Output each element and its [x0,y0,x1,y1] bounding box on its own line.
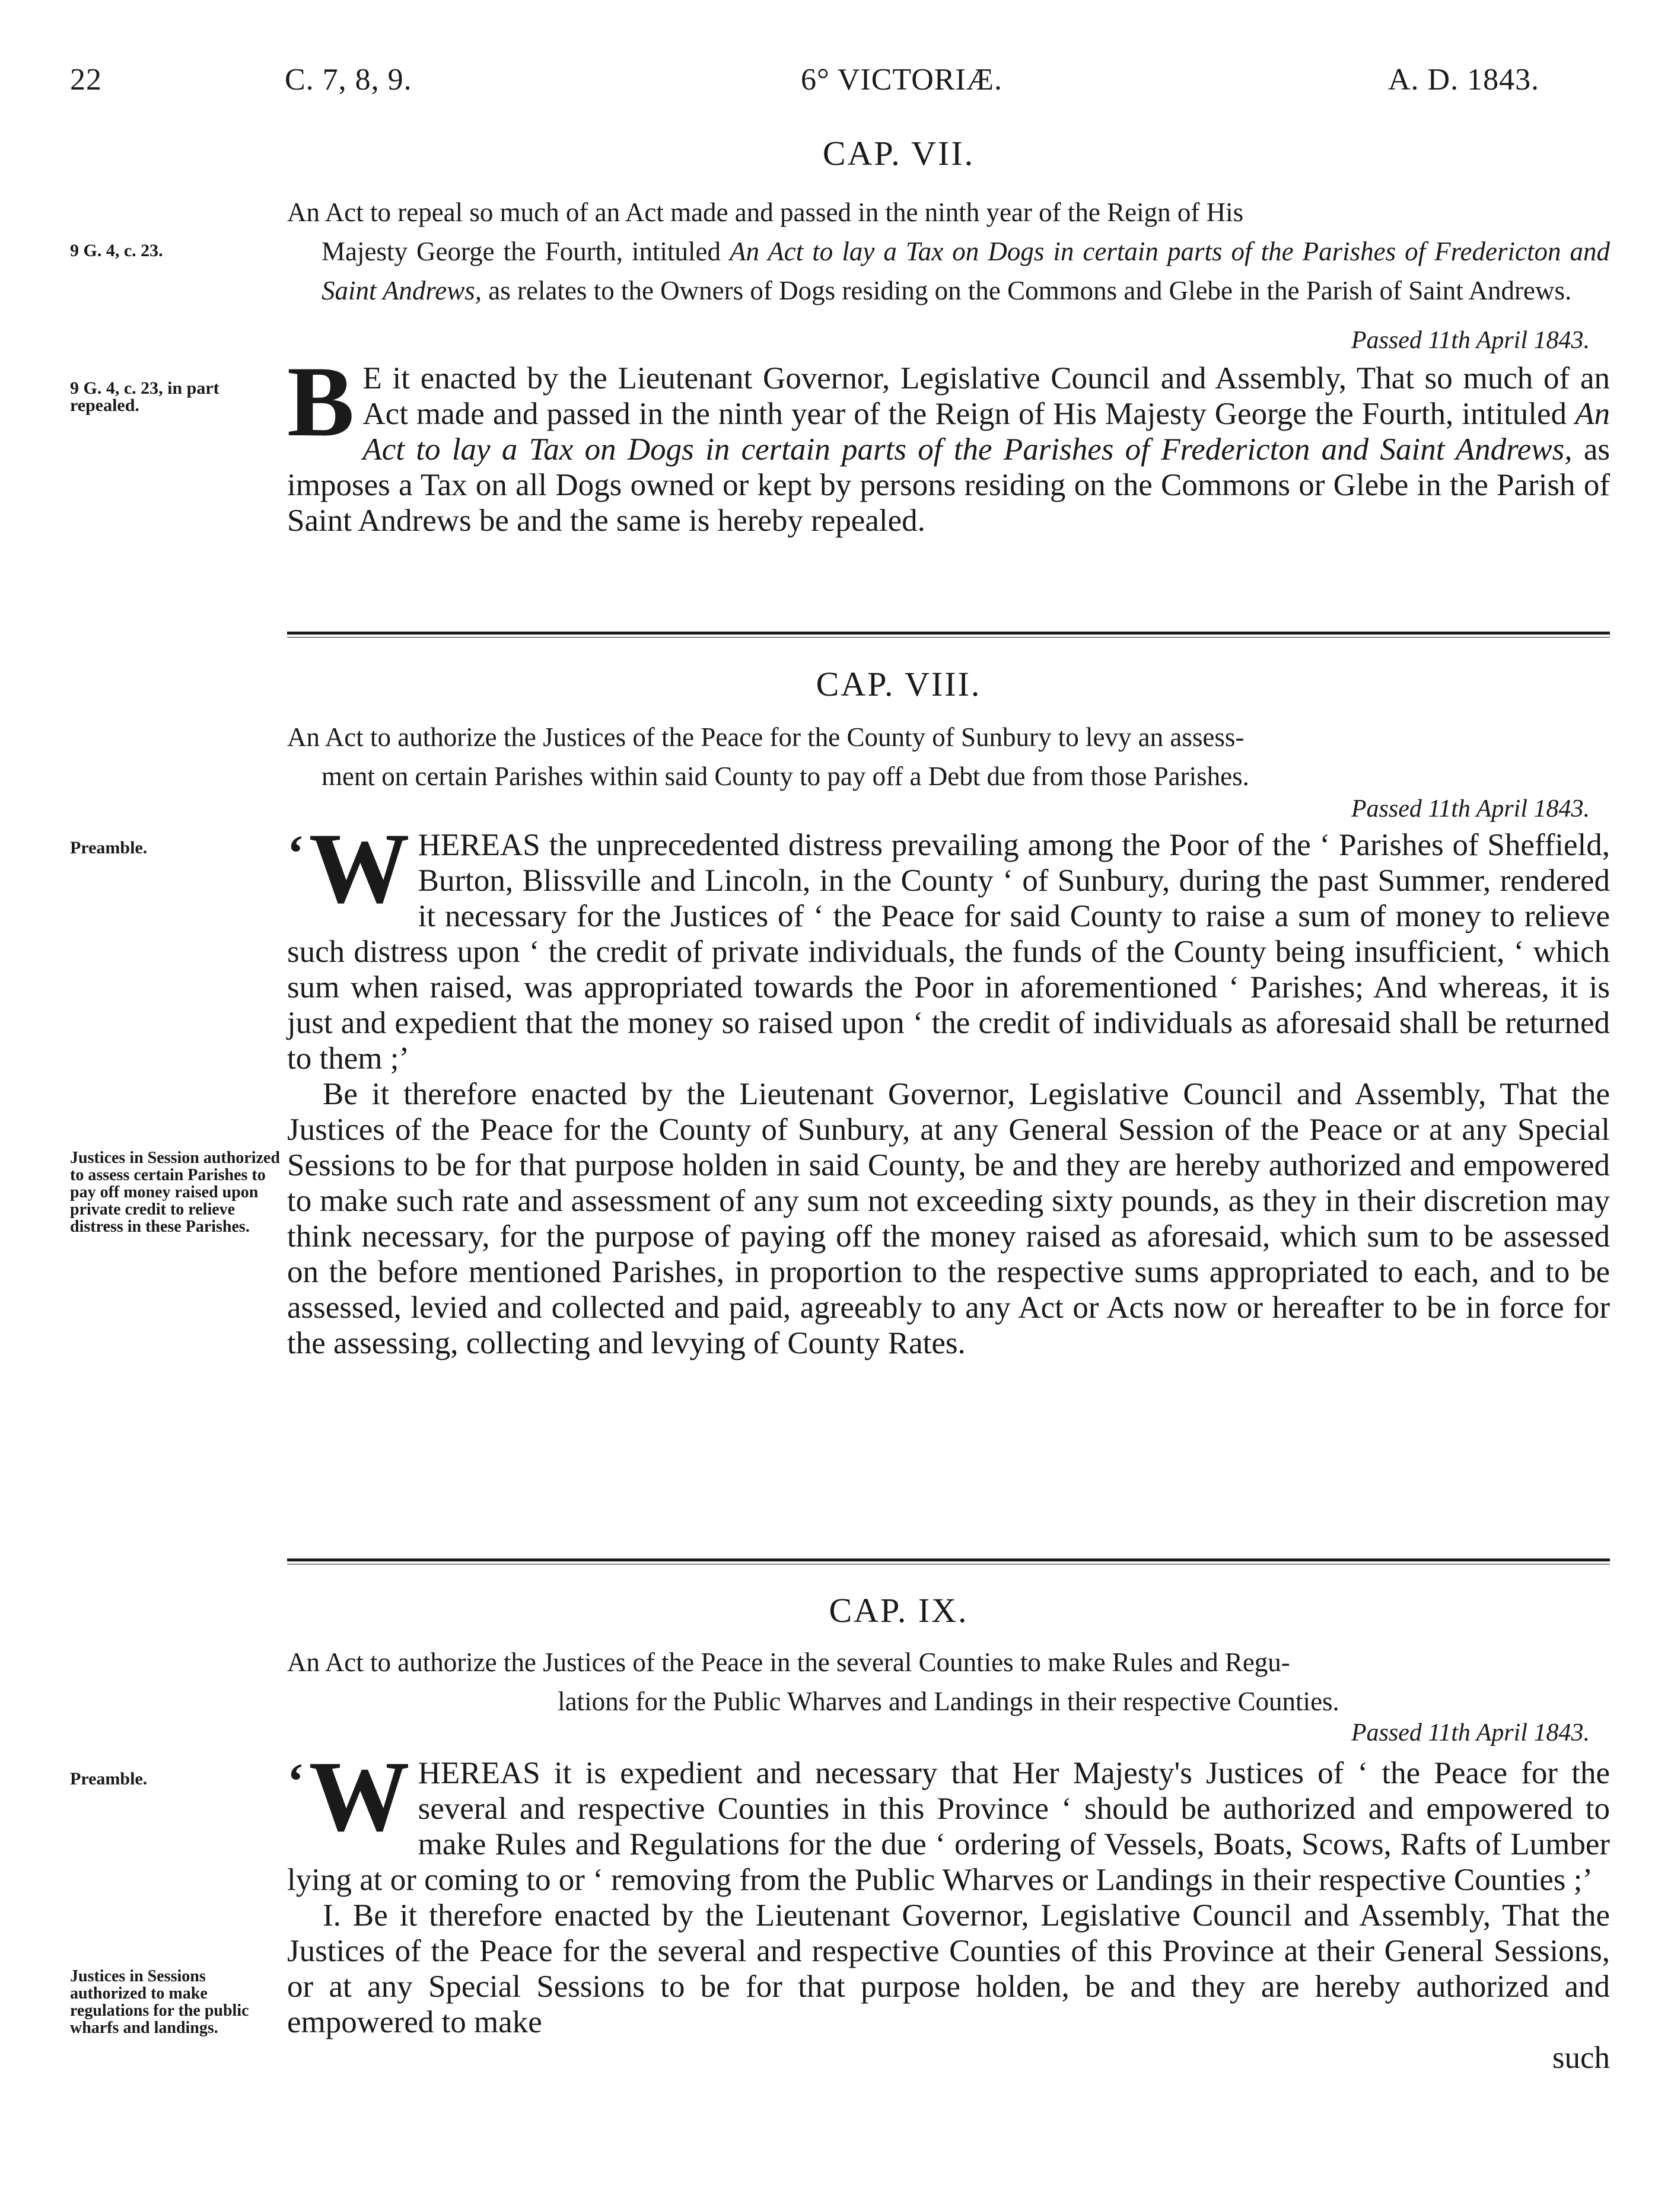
cap-8-enactment: Be it therefore enacted by the Lieutenant Governor, Legislative Council and Assembly, That the Justices of the Peace for the County of Sunbury, at any General Session of the Peace or at any Special Sessions to be for that purpose holden in said County, be and they are hereby authorized and empowered to make such rate and assessment of any sum not exceeding sixty pounds, as they in their discretion may think necessary, for the purpose of paying off the money raised as aforesaid, which sum to be assessed on the before mentioned Parishes, in proportion to the respective sums appropriated to each, and to be assessed, levied and collected and paid, agreeably to any Act or Acts now or hereafter to be in force for the assessing, collecting and levying of County Rates. [287,1077,1610,1360]
cap-7-title-text-b: as relates to the Owners of Dogs residing on the Commons and Glebe in the Parish of Saint Andrews. [482,276,1572,305]
cap-7-dropcap: B [287,346,355,457]
cap-9-title-line: An Act to authorize the Justices of the Peace in the several Counties to make Rules and Regu- [287,1647,1290,1677]
cap-7-heading: CAP. VII. [822,134,975,173]
cap-8-passed-date: Passed 11th April 1843. [1351,795,1590,823]
cap-9-title-rest: lations for the Public Wharves and Landings in their respective Counties. [558,1687,1339,1716]
anno-domini: A. D. 1843. [1388,63,1540,97]
cap-9-enactment: I. Be it therefore enacted by the Lieutenant Governor, Legislative Council and Assembly, That the Justices of the Peace for the several and respective Counties of this Province at their General Sessions, or at any Special Sessions to be for that purpose holden, be and they are hereby authorized and empowered to make [287,1898,1610,2039]
cap-8-open-quote: ‘ [287,824,304,881]
cap-7-title-line: An Act to repeal so much of an Act made and passed in the ninth year of the Reign of His [287,197,1244,227]
cap-9-open-quote: ‘ [287,1752,304,1809]
regnal-year: 6° VICTORIÆ. [801,63,1003,97]
cap-8-long-title [287,718,1610,796]
cap-9-dropcap: W [308,1741,410,1852]
cap-7-body-italic: An Act to lay a Tax on Dogs in certain parts of the Parishes of Fredericton and Saint Andrews, [362,397,1610,467]
cap-9-long-title [287,1643,1610,1721]
cap-7-long-title [287,193,1610,310]
cap-8-body [287,812,1610,1361]
cap-7-margin-repealed: 9 G. 4, c. 23, in part repealed. [70,378,219,415]
section-divider [287,632,1610,635]
cap-7-body [287,346,1610,538]
cap-9-margin-preamble: Preamble. [70,1769,148,1789]
cap-7-body-text-a: E it enacted by the Lieutenant Governor, Legislative Council and Assembly, That so much of an Act made and passed in the ninth year of the Reign of His Majesty George the Fourth, intituled [362,361,1610,431]
cap-9-passed-date: Passed 11th April 1843. [1351,1719,1590,1746]
section-divider [287,1558,1610,1561]
cap-7-title-italic: An Act to lay a Tax on Dogs in certain parts of the Parishes of Fredericton and Saint Andrews, [322,237,1610,305]
cap-9-body [287,1741,1610,2076]
cap-8-title-line: An Act to authorize the Justices of the Peace for the County of Sunbury to levy an assess- [287,722,1245,752]
cap-9-margin-justices: Justices in Sessions authorized to make regulations for the public wharfs and landings. [70,1967,249,2037]
page-number: 22 [70,63,102,97]
cap-7-passed-date: Passed 11th April 1843. [1351,327,1590,354]
cap-9-heading: CAP. IX. [829,1591,969,1630]
cap-7-margin-citation: 9 G. 4, c. 23. [70,241,163,260]
cap-7-body-text-b: as imposes a Tax on all Dogs owned or kept by persons residing on the Commons or Glebe in the Parish of Saint Andrews be and the same is hereby repealed. [287,432,1610,538]
cap-9-preamble: HEREAS it is expedient and necessary that Her Majesty's Justices of ‘ the Peace for the several and respective Counties in this Province ‘ should be authorized and empowered to make Rules and Regulations for the due ‘ ordering of Vessels, Boats, Scows, Rafts of Lumber lying at or coming to or ‘ removing from the Public Wharves or Landings in their respective Counties ;’ [287,1756,1610,1897]
cap-8-heading: CAP. VIII. [816,665,982,703]
cap-8-margin-justices: Justices in Session authorized to assess certain Parishes to pay off money raised upon private credit to relieve distress in these Parishes. [70,1149,280,1236]
catchword: such [1552,2041,1610,2075]
cap-8-dropcap: W [308,812,410,924]
cap-8-preamble: HEREAS the unprecedented distress prevailing among the Poor of the ‘ Parishes of Sheffield, Burton, Blissville and Lincoln, in the County ‘ of Sunbury, during the past Summer, rendered it necessary for the Justices of ‘ the Peace for said County to raise a sum of money to relieve such distress upon ‘ the credit of private individuals, the funds of the County being insufficient, ‘ which sum when raised, was appropriated towards the Poor in aforementioned ‘ Parishes; And whereas, it is just and expedient that the money so raised upon ‘ the credit of individuals as aforesaid shall be returned to them ;’ [287,828,1610,1076]
cap-7-title-text-a: Majesty George the Fourth, intituled [322,237,730,266]
cap-8-margin-preamble: Preamble. [70,838,148,858]
chapter-range: C. 7, 8, 9. [285,63,412,97]
cap-8-title-rest: ment on certain Parishes within said County to pay off a Debt due from those Parishes. [322,761,1249,791]
cap-7-title-rest [287,232,1610,310]
